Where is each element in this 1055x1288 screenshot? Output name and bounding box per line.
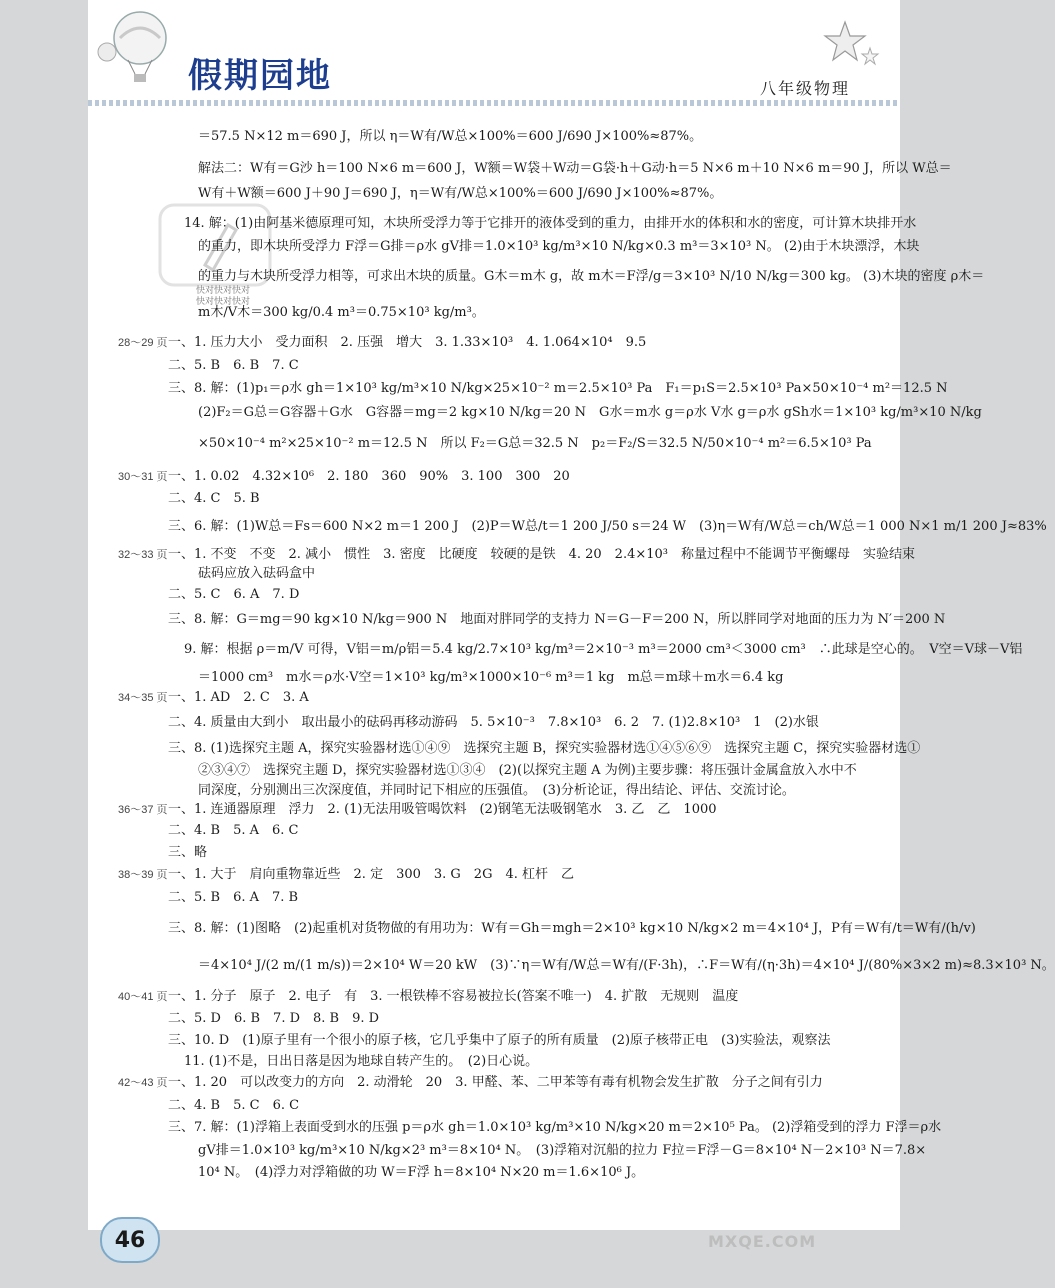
answer-line: W有＋W额＝600 J＋90 J＝690 J，η＝W有/W总×100%＝600 J/690 J×100%≈87%。 [198,186,723,201]
answer-line: 二、5. B 6. B 7. C [168,358,299,373]
answer-line: ＝1000 cm³ m水＝ρ水·V空＝1×10³ kg/m³×1000×10⁻⁶ m³＝1 kg m总＝m球＋m水＝6.4 kg [198,670,784,685]
answer-line: 砝码应放入砝码盒中 [198,566,316,581]
answer-line: ②③④⑦ 选探究主题 D，探究实验器材选①③④ (2)(以探究主题 A 为例)主要步骤：将压强计金属盒放入水中不 [198,763,857,778]
answer-line: 10⁴ N。 (4)浮力对浮箱做的功 W＝F浮 h＝8×10⁴ N×20 m＝1.6×10⁶ J。 [198,1165,645,1180]
answer-line: 的重力与木块所受浮力相等，可求出木块的质量。G木＝m木 g，故 m木＝F浮/g＝3×10³ N/10 N/kg＝300 kg。 (3)木块的密度 ρ木＝ [198,269,985,284]
page-number-badge [100,1217,160,1263]
answer-line: 14. 解：(1)由阿基米德原理可知，木块所受浮力等于它排开的液体受到的重力，由排开水的体积和水的密度，可计算木块排开水 [184,216,917,231]
answer-line: 三、6. 解：(1)W总＝Fs＝600 N×2 m＝1 200 J (2)P＝W总/t＝1 200 J/50 s＝24 W (3)η＝W有/W总＝ch/W总＝1 000 N×1 m/1 200 J≈83% [168,519,1047,534]
page-range-label: 34～35 页 [118,692,168,704]
answer-line: 同深度，分别测出三次深度值，并同时记下相应的压强值。 (3)分析论证，得出结论、评估、交流讨论。 [198,783,795,798]
answer-line: 一、1. 不变 不变 2. 减小 惯性 3. 密度 比硬度 较硬的是铁 4. 20 2.4×10³ 称量过程中不能调节平衡螺母 实验结束 [168,547,916,562]
page-range-label: 32～33 页 [118,549,168,561]
answer-line: 二、4. 质量由大到小 取出最小的砝码再移动游码 5. 5×10⁻³ 7.8×10³ 6. 2 7. (1)2.8×10³ 1 (2)水银 [168,715,819,730]
page-range-label: 28～29 页 [118,337,168,349]
page-range-label: 38～39 页 [118,869,168,881]
page-range-label: 40～41 页 [118,991,168,1003]
answer-line: 三、8. 解：(1)p₁＝ρ水 gh＝1×10³ kg/m³×10 N/kg×25×10⁻² m＝2.5×10³ Pa F₁＝p₁S＝2.5×10³ Pa×50×10⁻⁴ m²＝12.5 N [168,381,948,396]
answer-line: 二、4. B 5. A 6. C [168,823,299,838]
page-number: 46 [114,1227,146,1253]
answer-line: 三、8. 解：(1)图略 (2)起重机对货物做的有用功为：W有＝Gh＝mgh＝2×10³ kg×10 N/kg×2 m＝4×10⁴ J，P有＝W有/t＝W有/(h/v) [168,921,976,936]
answer-line: 一、1. 20 可以改变力的方向 2. 动滑轮 20 3. 甲醛、苯、二甲苯等有毒有机物会发生扩散 分子之间有引力 [168,1075,823,1090]
answer-line: 一、1. AD 2. C 3. A [168,690,309,705]
answer-line: 一、1. 大于 肩向重物靠近些 2. 定 300 3. G 2G 4. 杠杆 乙 [168,867,574,882]
answer-line: gV排＝1.0×10³ kg/m³×10 N/kg×2³ m³＝8×10⁴ N。 (3)浮箱对沉船的拉力 F拉＝F浮－G＝8×10⁴ N－2×10³ N＝7.8× [198,1143,927,1158]
answer-line: 三、7. 解：(1)浮箱上表面受到水的压强 p＝ρ水 gh＝1.0×10³ kg/m³×10 N/kg×20 m＝2×10⁵ Pa。 (2)浮箱受到的浮力 F浮＝ρ水 [168,1120,942,1135]
answer-line: 三、8. 解：G＝mg＝90 kg×10 N/kg＝900 N 地面对胖同学的支持力 N＝G－F＝200 N，所以胖同学对地面的压力为 N′＝200 N [168,612,946,627]
page-range-label: 30～31 页 [118,471,168,483]
answer-line: 二、5. D 6. B 7. D 8. B 9. D [168,1011,380,1026]
answer-line: m木/V木＝300 kg/0.4 m³＝0.75×10³ kg/m³。 [198,305,485,320]
stamp-line-1: 快对快对快对 [196,286,251,296]
answer-line: 二、5. B 6. A 7. B [168,890,299,905]
answer-line: 二、4. B 5. C 6. C [168,1098,300,1113]
answer-line: 一、1. 压力大小 受力面积 2. 压强 增大 3. 1.33×10³ 4. 1.064×10⁴ 9.5 [168,335,647,350]
answer-line: 二、5. C 6. A 7. D [168,587,300,602]
answer-line: ＝57.5 N×12 m＝690 J，所以 η＝W有/W总×100%＝600 J/690 J×100%≈87%。 [198,129,703,144]
answer-line: 三、10. D (1)原子里有一个很小的原子核，它几乎集中了原子的所有质量 (2)原子核带正电 (3)实验法，观察法 [168,1033,831,1048]
stamp-line-2: 快对快对快对 [196,297,251,307]
answer-line: 一、1. 分子 原子 2. 电子 有 3. 一根铁棒不容易被拉长(答案不唯一) 4. 扩散 无规则 温度 [168,989,739,1004]
answer-line: 解法二：W有＝G沙 h＝100 N×6 m＝600 J，W额＝W袋＋W动＝G袋·h＋G动·h＝5 N×6 m＋10 N×6 m＝90 J，所以 W总＝ [198,161,952,176]
answer-line: 的重力，即木块所受浮力 F浮＝G排＝ρ水 gV排＝1.0×10³ kg/m³×10 N/kg×0.3 m³＝3×10³ N。 (2)由于木块漂浮，木块 [198,239,920,254]
page-range-label: 36～37 页 [118,804,168,816]
answer-line: (2)F₂＝G总＝G容器＋G水 G容器＝mg＝2 kg×10 N/kg＝20 N G水＝m水 g＝ρ水 V水 g＝ρ水 gSh水＝1×10³ kg/m³×10 N/kg [198,405,982,420]
answer-line: 9. 解：根据 ρ＝m/V 可得，V铝＝m/ρ铝＝5.4 kg/2.7×10³ kg/m³＝2×10⁻³ m³＝2000 cm³＜3000 cm³ ∴此球是空心的。 V空＝V球－V铝 [184,642,1023,657]
page-range-label: 42～43 页 [118,1077,168,1089]
answer-line: ×50×10⁻⁴ m²×25×10⁻² m＝12.5 N 所以 F₂＝G总＝32.5 N p₂＝F₂/S＝32.5 N/50×10⁻⁴ m²＝6.5×10³ Pa [198,436,872,451]
answer-line: 二、4. C 5. B [168,491,260,506]
answer-line: 三、8. (1)选探究主题 A，探究实验器材选①④⑨ 选探究主题 B，探究实验器材选①④⑤⑥⑨ 选探究主题 C，探究实验器材选① [168,741,921,756]
answer-line: 11. (1)不是，日出日落是因为地球自转产生的。 (2)日心说。 [184,1054,539,1069]
answer-line: 一、1. 连通器原理 浮力 2. (1)无法用吸管喝饮料 (2)钢笔无法吸钢笔水 3. 乙 乙 1000 [168,802,717,817]
answer-line: 一、1. 0.02 4.32×10⁶ 2. 180 360 90% 3. 100 300 20 [168,469,570,484]
answer-line: ＝4×10⁴ J/(2 m/(1 m/s))＝2×10⁴ W＝20 kW (3)∵η＝W有/W总＝W有/(F·3h)，∴F＝W有/(η·3h)＝4×10⁴ J/(80%×3×2 m)≈8.3×10³ N。 [198,958,1055,973]
subject-title: 八年级物理 [760,79,851,98]
watermark: MXQE.COM [708,1232,817,1251]
answer-line: 三、略 [168,845,208,860]
header-logo: 假期园地 [188,56,332,96]
